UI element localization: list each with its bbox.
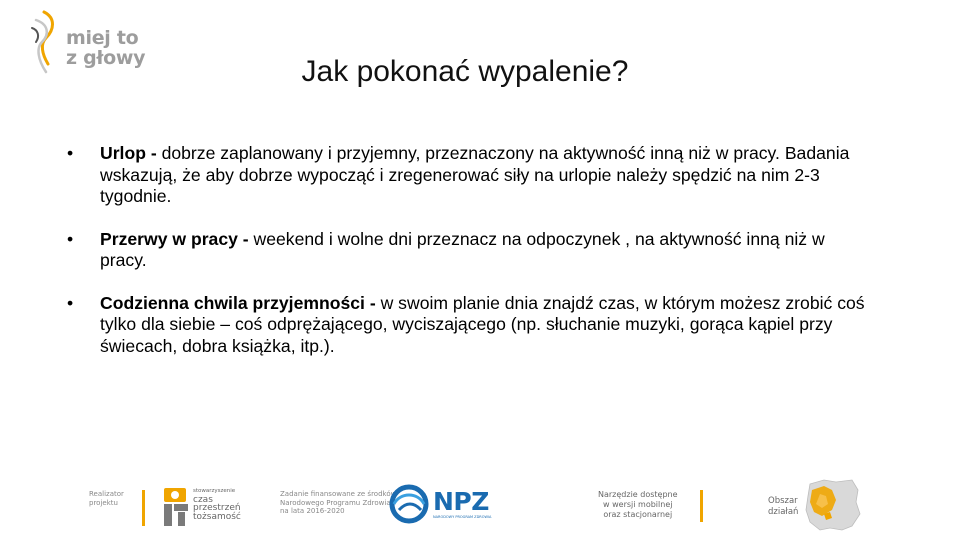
npz-logo xyxy=(388,484,500,524)
logo-text: miej to z głowy xyxy=(66,27,146,69)
footer-divider xyxy=(700,490,703,522)
bullet-heading: Urlop - xyxy=(100,143,157,163)
npz-label: NPZ xyxy=(433,487,489,516)
bullet-dot: • xyxy=(67,143,74,163)
czas-logo-icon xyxy=(162,488,190,528)
footer-financing-text: Zadanie finansowane ze środków Narodowego Programu Zdrowia na lata 2016-2020 xyxy=(280,490,397,515)
poland-map-icon xyxy=(802,476,862,534)
npz-emblem-icon xyxy=(388,484,430,524)
bullet-text: weekend i wolne dni przeznacz na odpoczynek , na aktywność inną niż w pracy. xyxy=(100,228,825,270)
bullet-heading: Przerwy w pracy - xyxy=(100,228,249,249)
footer-area-text: Obszar działań xyxy=(768,496,799,517)
bullet-urlop xyxy=(67,143,867,208)
bullet-text: w swoim planie dnia znajdź czas, w którym możesz zrobić coś tylko dla siebie – coś odprężającego, wyciszającego (np. słuchanie muzyki, gorąca kąpiel przy świecach, dobra książka, itp.). xyxy=(100,292,865,356)
npz-subtitle: NARODOWY PROGRAM ZDROWIA xyxy=(433,515,492,519)
footer-divider xyxy=(142,490,145,526)
footer-realizator-label: Realizator projektu xyxy=(89,490,124,507)
slide-title: Jak pokonać wypalenie? xyxy=(301,55,629,89)
footer-tool-text: Narzędzie dostępne w wersji mobilnej oraz stacjonarnej xyxy=(598,490,678,519)
bullet-dot: • xyxy=(67,228,74,249)
footer-czas-text: stowarzyszenie czas przestrzeń tożsamość xyxy=(193,488,241,522)
bullet-przerwy xyxy=(67,229,867,272)
bullet-heading: Codzienna chwila przyjemności - xyxy=(100,292,376,313)
bullet-list xyxy=(67,143,867,357)
bullet-dot: • xyxy=(67,292,74,313)
bullet-text: dobrze zaplanowany i przyjemny, przeznaczony na aktywność inną niż w pracy. Badania wskazują, że aby dobrze wypocząć i zregenerować siły na urlopie należy spędzić na nim 2-3 tygodnie. xyxy=(100,143,850,206)
bullet-codzienna xyxy=(67,293,867,358)
